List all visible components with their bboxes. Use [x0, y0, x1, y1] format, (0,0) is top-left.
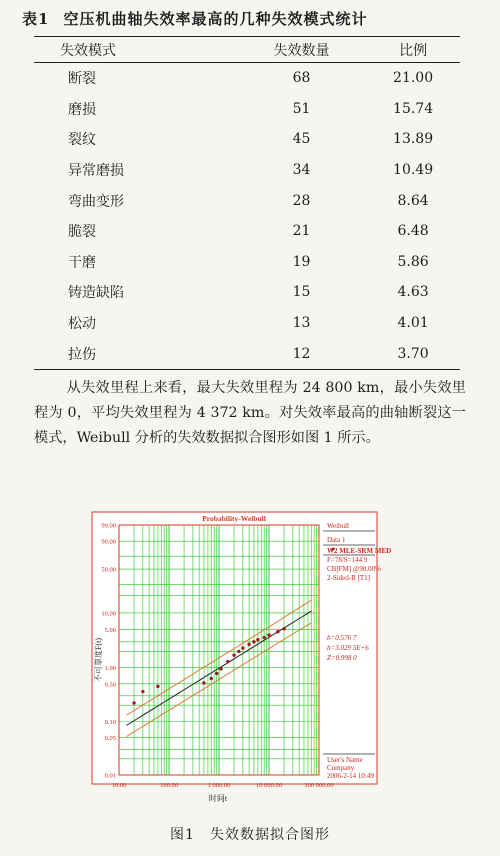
param-beta: b=0.576 7 [327, 634, 357, 642]
y-tick-label: 99.00 [101, 522, 116, 530]
cell-mode: 干磨 [68, 254, 96, 271]
company-name: Company [327, 764, 355, 772]
cell-count: 34 [292, 162, 311, 179]
col-header-mode: 失效模式 [34, 37, 237, 63]
y-tick-label: 10.00 [101, 610, 116, 618]
user-name: User's Name [327, 756, 363, 764]
cell-ratio: 21.00 [393, 70, 434, 87]
data-point [262, 636, 265, 639]
cell-mode: 异常磨损 [68, 163, 124, 180]
cell-count: 68 [292, 70, 311, 87]
data-point [132, 701, 135, 704]
data-point [282, 627, 285, 630]
data-point [219, 667, 222, 670]
cell-ratio: 3.70 [366, 338, 460, 369]
cell-ratio: 5.86 [397, 253, 429, 270]
body-paragraph: 从失效里程上来看，最大失效里程为 24 800 km，最小失效里程为 0，平均失效里程为 4 372 km。对失效率最高的曲轴断裂这一模式，Weibull 分析的失效数据拟合图形如图 1 所示。 [34, 380, 466, 446]
data-point [210, 677, 213, 680]
data-point [232, 654, 235, 657]
table-number: 表1 [22, 10, 50, 28]
cell-ratio: 15.74 [393, 100, 434, 117]
cell-count: 21 [292, 223, 311, 240]
table-title-text: 空压机曲轴失效率最高的几种失效模式统计 [63, 10, 368, 28]
param-eta: h=3.029 5E+6 [327, 644, 369, 652]
legend-line3: W2 MLE-SRM MED [327, 547, 392, 555]
cell-mode: 裂纹 [68, 132, 96, 149]
x-tick-label: 100 000.00 [304, 782, 334, 789]
cell-mode: 弯曲变形 [68, 193, 124, 210]
y-tick-label: 0.50 [104, 681, 116, 689]
cell-ratio: 13.89 [393, 131, 434, 148]
cell-count: 45 [292, 131, 311, 148]
data-point [237, 650, 240, 653]
cell-count: 12 [237, 338, 366, 369]
legend-line6: 2-Sided-B [T1] [327, 574, 370, 582]
y-tick-label: 0.01 [104, 772, 116, 780]
x-tick-label: 10 000.00 [256, 782, 282, 789]
cell-mode: 拉伤 [34, 338, 237, 369]
cell-mode: 铸造缺陷 [68, 285, 124, 302]
plot-date: 2006-2-14 10:49 [327, 772, 374, 780]
x-tick-label: 100.00 [160, 782, 178, 789]
cell-mode: 断裂 [68, 71, 96, 88]
y-tick-label: 90.00 [101, 538, 116, 546]
figure-caption: 图1 失效数据拟合图形 [170, 827, 330, 843]
legend-line5: CB[FM] @90.00% [327, 565, 381, 573]
cell-ratio: 8.64 [397, 192, 429, 209]
cell-ratio: 4.63 [397, 284, 429, 301]
cell-mode: 松动 [68, 316, 96, 333]
cell-count: 15 [292, 284, 311, 301]
col-header-ratio: 比例 [366, 37, 460, 63]
cell-count: 19 [292, 253, 311, 270]
y-tick-label: 1.00 [104, 665, 116, 673]
data-point [252, 640, 255, 643]
data-point [241, 646, 244, 649]
y-tick-label: 0.05 [104, 735, 116, 743]
x-axis-label: 时间t [208, 794, 228, 803]
y-tick-label: 5.00 [104, 627, 116, 635]
data-point [276, 630, 279, 633]
cell-ratio: 6.48 [397, 223, 429, 240]
legend-line4: F=78/S=144 9 [327, 556, 368, 564]
data-point [267, 633, 270, 636]
data-point [226, 660, 229, 663]
x-tick-label: 1 000.00 [207, 782, 231, 789]
data-point [156, 685, 159, 688]
cell-count: 51 [292, 100, 311, 117]
legend-line2: Data 1 [327, 536, 346, 544]
legend-line1: Weibull [327, 522, 349, 530]
data-point [256, 638, 259, 641]
data-point [215, 672, 218, 675]
plot-title: Probability-Weibull [202, 514, 266, 523]
cell-count: 28 [292, 192, 311, 209]
cell-mode: 脆裂 [68, 224, 96, 241]
y-tick-label: 50.00 [101, 566, 116, 574]
y-axis-label: 不可靠度F(t) [94, 638, 103, 682]
y-tick-label: 0.10 [104, 718, 116, 726]
col-header-count: 失效数量 [237, 37, 366, 63]
x-tick-label: 10.00 [111, 782, 127, 789]
param-rho: Z=0.998 0 [327, 654, 357, 662]
data-point [141, 690, 144, 693]
cell-mode: 磨损 [68, 101, 96, 118]
cell-ratio: 10.49 [393, 162, 434, 179]
cell-count: 13 [292, 315, 311, 332]
data-point [202, 681, 205, 684]
cell-ratio: 4.01 [397, 315, 429, 332]
data-point [247, 643, 250, 646]
